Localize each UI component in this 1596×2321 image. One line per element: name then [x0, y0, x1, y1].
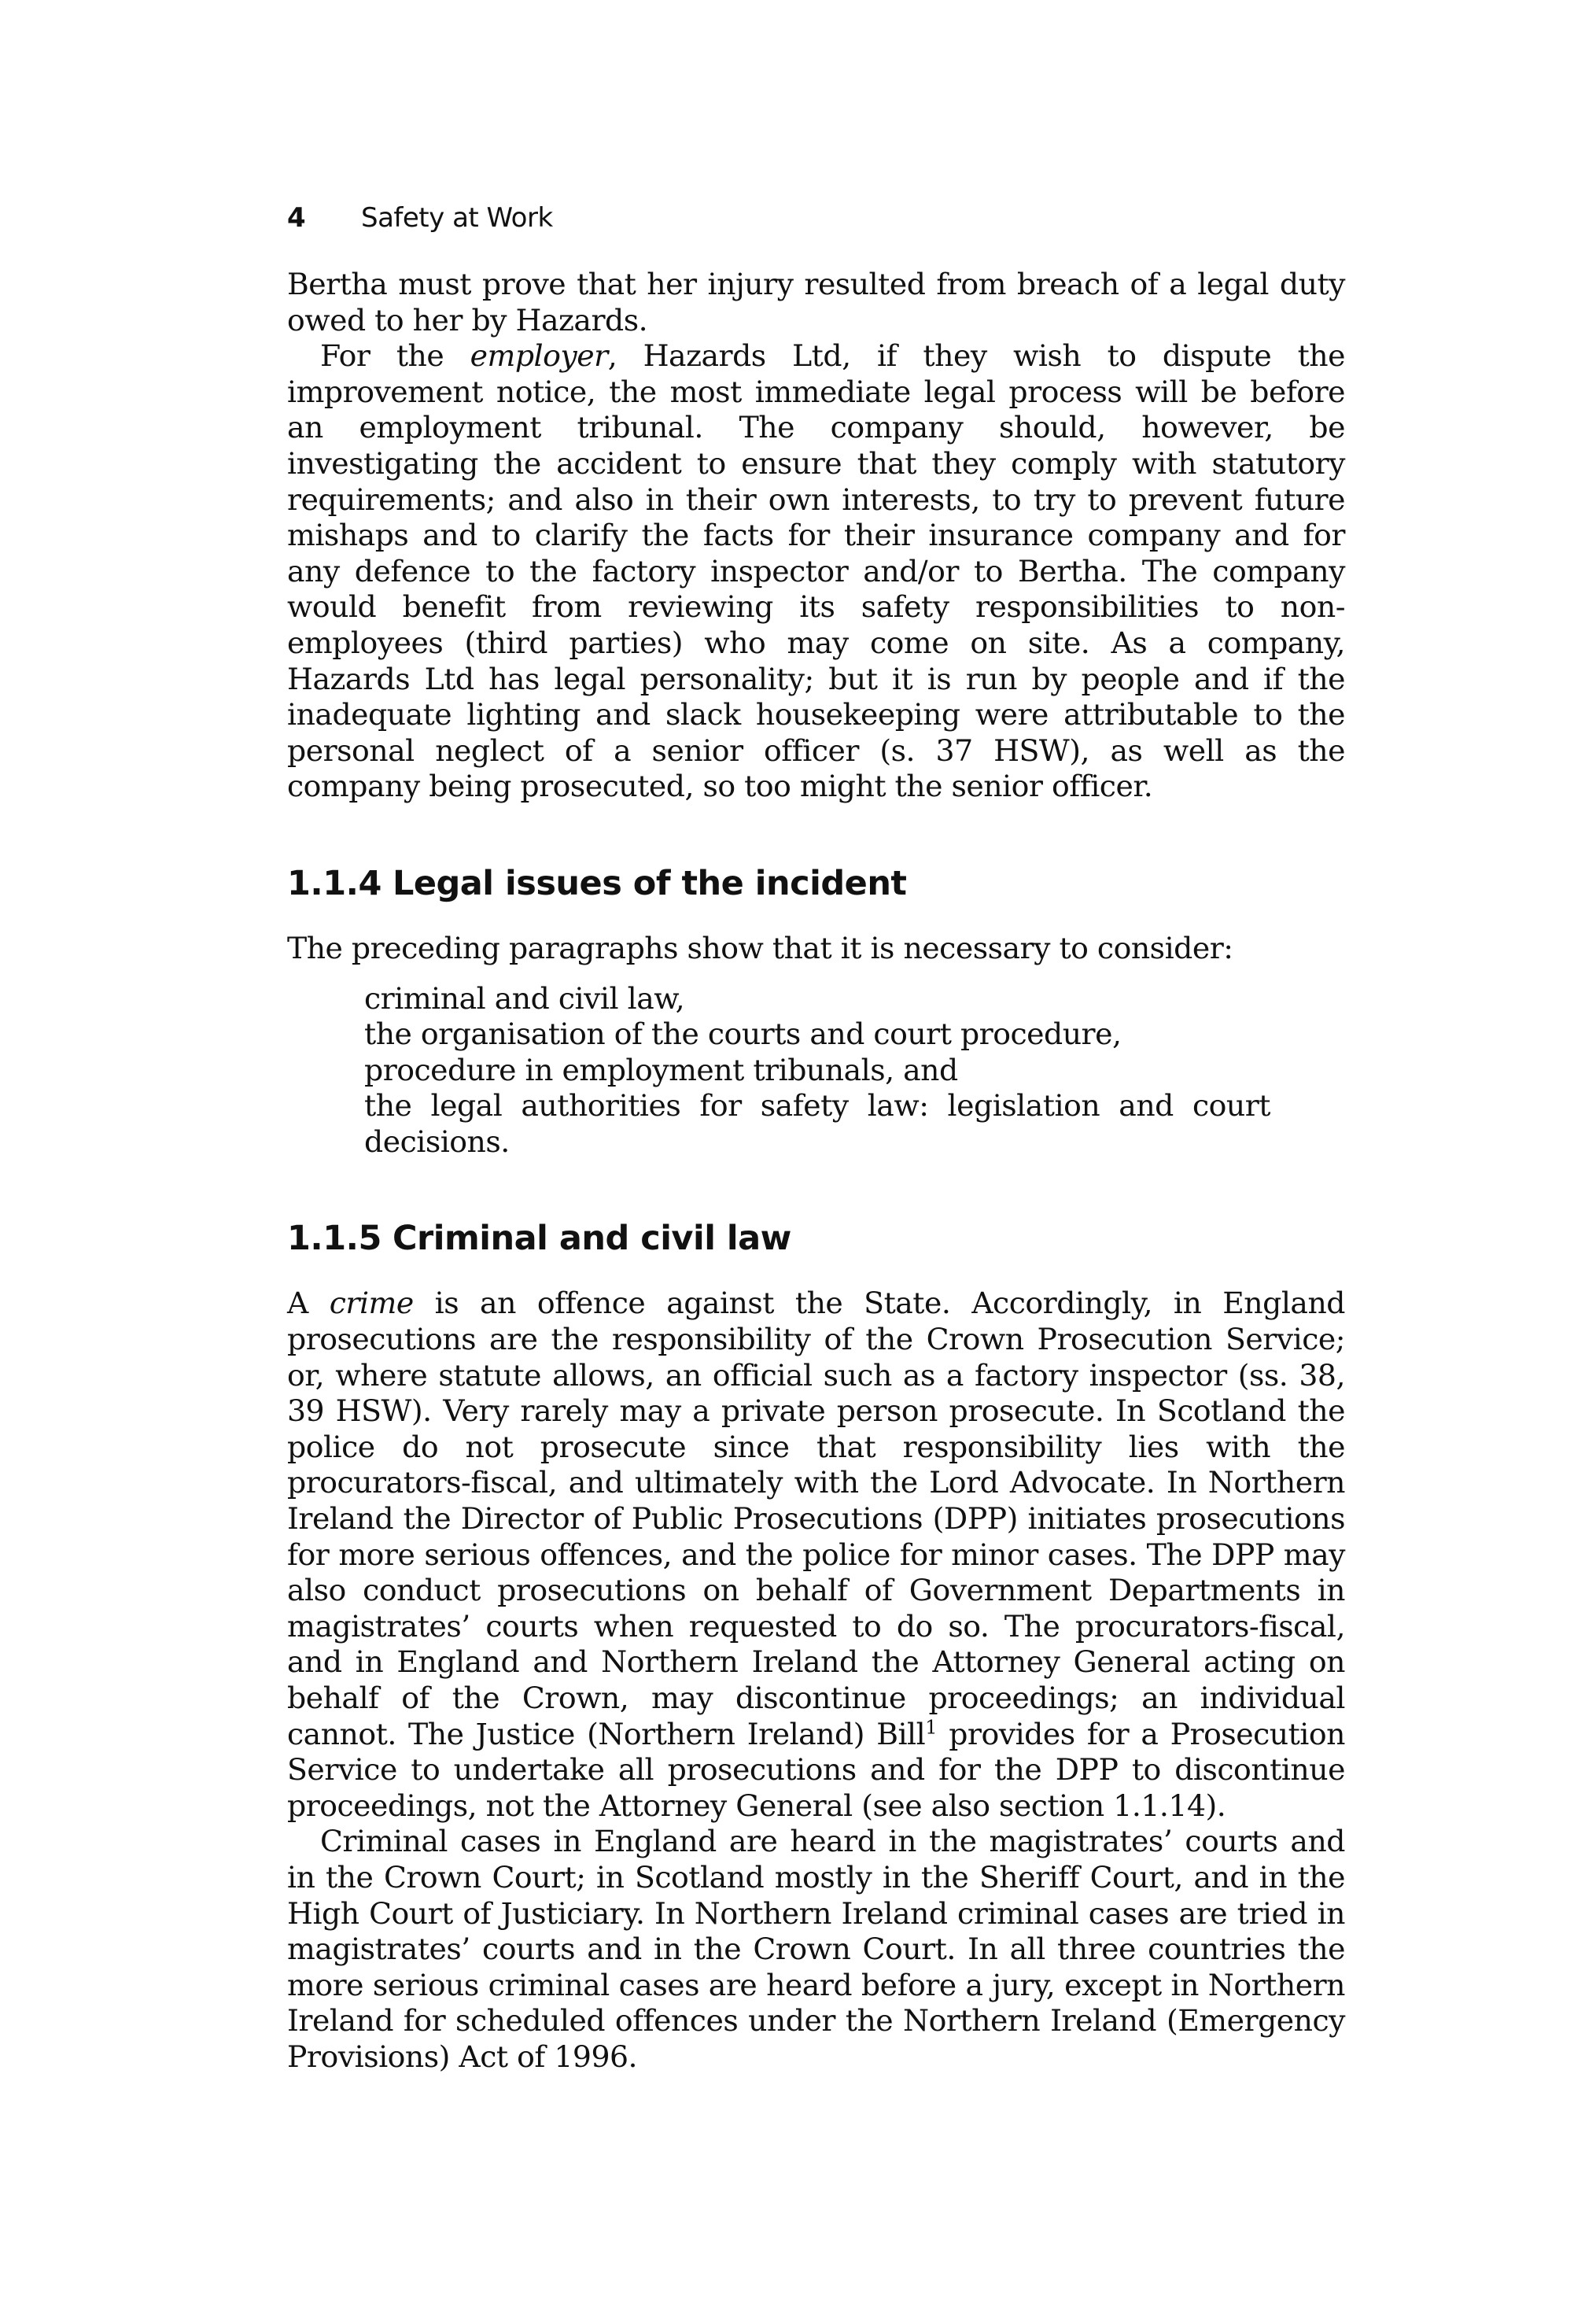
list-item: criminal and civil law, — [364, 980, 685, 1016]
paragraph-preceding: The preceding paragraphs show that it is necessary to consider: — [287, 930, 1233, 965]
list-item: the legal authorities for safety law: legislation and court decisions. — [364, 1088, 1270, 1159]
employer-text-rest: , Hazards Ltd, if they wish to dispute the improvement notice, the most immediate legal process will be before an employment tribunal. The company should, however, be investigating the accident to ensure that they comply with statutory requirements; and also in their own interests, to try to prevent future mishaps and to clarify the facts for their insurance company and for any defence to the factory inspector and/or to Bertha. The company would benefit from reviewing its safety responsibilities to non-employees (third parties) who may come on site. As a company, Hazards Ltd has legal personality; but it is run by people and if the inadequate lighting and slack housekeeping were attributable to the personal neglect of a senior officer (s. 37 HSW), as well as the company being prosecuted, so too might the senior officer. — [287, 338, 1345, 804]
crime-text-start: A — [287, 1286, 330, 1321]
list-item: the organisation of the courts and court procedure, — [364, 1017, 1122, 1052]
running-header — [287, 201, 1345, 235]
section-heading-1-1-4 — [287, 863, 1345, 904]
section-title: Legal issues of the incident — [392, 863, 907, 903]
list-item: procedure in employment tribunals, and — [364, 1052, 958, 1087]
employer-emphasis: employer — [470, 338, 608, 374]
section-heading-1-1-5 — [287, 1218, 1345, 1259]
legal-issues-list — [287, 981, 1270, 1160]
crime-emphasis: crime — [329, 1286, 414, 1321]
crime-text-end: provides for a Prosecution Service to undertake all prosecutions and for the DPP to discontinue proceedings, not the Attorney General (see also section 1.1.14). — [287, 1716, 1345, 1823]
book-page — [287, 201, 1345, 2076]
page-number: 4 — [287, 202, 306, 234]
footnote-marker: 1 — [925, 1716, 938, 1738]
paragraph-employer — [287, 338, 1345, 805]
paragraph-criminal-cases: Criminal cases in England are heard in the magistrates’ courts and in the Crown Court; in Scotland mostly in the Sheriff Court, and in the High Court of Justiciary. In Northern Ireland criminal cases are tried in magistrates’ courts and in the Crown Court. In all three countries the more serious criminal cases are heard before a jury, except in Northern Ireland for scheduled offences under the Northern Ireland (Emergency Provisions) Act of 1996. — [287, 1824, 1345, 2074]
section-title: Criminal and civil law — [392, 1219, 791, 1259]
running-title: Safety at Work — [361, 202, 553, 234]
paragraph-bertha-proof: Bertha must prove that her injury resulted from breach of a legal duty owed to her by Hazards. — [287, 267, 1345, 338]
employer-text-start: For the — [320, 338, 470, 374]
paragraph-crime — [287, 1286, 1345, 1824]
section-number: 1.1.5 — [287, 1219, 381, 1259]
section-number: 1.1.4 — [287, 863, 381, 903]
crime-text-body: is an offence against the State. Accordingly, in England prosecutions are the responsibility of the Crown Prosecution Service; or, where statute allows, an official such as a factory inspector (ss. 38, 39 HSW). Very rarely may a private person prosecute. In Scotland the police do not prosecute since that responsibility lies with the procurators-fiscal, and ultimately with the Lord Advocate. In Northern Ireland the Director of Public Prosecutions (DPP) initiates prosecutions for more serious offences, and the police for minor cases. The DPP may also conduct prosecutions on behalf of Government Departments in magistrates’ courts when requested to do so. The procurators-fiscal, and in England and Northern Ireland the Attorney General acting on behalf of the Crown, may discontinue proceedings; an individual cannot. The Justice (Northern Ireland) Bill — [287, 1286, 1345, 1751]
